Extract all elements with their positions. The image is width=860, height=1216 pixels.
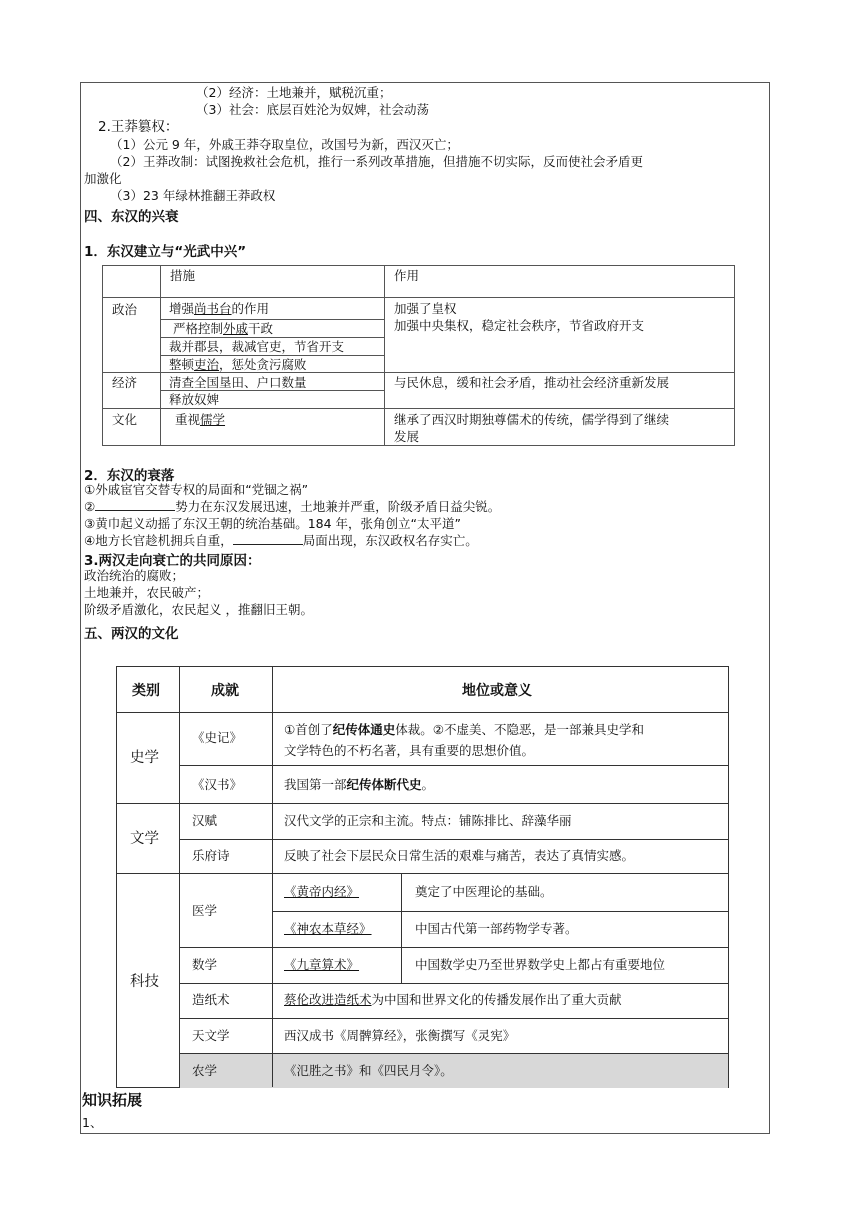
politics-measure-2: 严格控制外戚干政 (173, 321, 274, 336)
common-cause-1: 政治统治的腐败； (84, 568, 185, 583)
shiji-desc-1: ①首创了纪传体通史体裁。②不虚美、不隐恶，是一部兼具史学和 (284, 722, 644, 737)
wangmang-item3: （3）23 年绿林推翻王莽政权 (110, 188, 276, 203)
answer-blank-1[interactable] (95, 498, 175, 511)
economy-label: 经济 (112, 375, 138, 390)
wangmang-title: 2.王莽篡权： (98, 119, 179, 135)
agriculture-desc: 《氾胜之书》和《四民月令》。 (284, 1063, 453, 1078)
section5-title: 五、两汉的文化 (84, 626, 179, 642)
politics-measure-3: 裁并郡县，裁减官吏，节省开支 (169, 339, 345, 354)
eastern-han-measures-table (102, 265, 735, 446)
papermaking-label: 造纸术 (192, 992, 230, 1007)
header-achievement: 成就 (211, 682, 239, 698)
agriculture-label: 农学 (192, 1063, 218, 1078)
astronomy-label: 天文学 (192, 1028, 230, 1043)
politics-effect-2: 加强中央集权，稳定社会秩序，节省政府开支 (394, 318, 645, 333)
science-label: 科技 (130, 974, 159, 990)
politics-label: 政治 (112, 302, 138, 317)
yuefu-desc: 反映了社会下层民众日常生活的艰难与痛苦，表达了真情实感。 (284, 848, 635, 863)
culture-label: 文化 (112, 412, 138, 427)
decline-item2: ② 势力在东汉发展迅速，土地兼并严重，阶级矛盾日益尖锐。 (84, 499, 501, 514)
politics-measure-1: 增强尚书台的作用 (169, 301, 270, 316)
common-cause-3: 阶级矛盾激化，农民起义 ，推翻旧王朝。 (84, 602, 313, 617)
economy-measure-1: 清查全国垦田、户口数量 (169, 375, 307, 390)
huangdi-neijing: 《黄帝内经》 (284, 884, 360, 899)
hanfu-title: 汉赋 (192, 813, 218, 828)
shiji-desc-2: 文学特色的不朽名著，具有重要的思想价值。 (284, 743, 535, 758)
astronomy-desc: 西汉成书《周髀算经》，张衡撰写《灵宪》 (284, 1028, 516, 1043)
shennong-bencao: 《神农本草经》 (284, 921, 372, 936)
han-culture-table (116, 666, 729, 1088)
economy-effect: 与民休息，缓和社会矛盾，推动社会经济重新发展 (394, 375, 670, 390)
section4-sub1: 1．东汉建立与“光武中兴” (84, 244, 247, 260)
literature-label: 文学 (130, 831, 159, 847)
agriculture-row-shade (180, 1053, 728, 1088)
section4-title: 四、东汉的兴衰 (84, 209, 179, 225)
society-line: （3）社会：底层百姓沦为奴婢，社会动荡 (196, 102, 429, 117)
extension-title: 知识拓展 (82, 1091, 143, 1109)
decline-item4: ④地方长官趁机拥兵自重， 局面出现，东汉政权名存实亡。 (84, 533, 478, 548)
header-effect: 作用 (394, 268, 420, 283)
decline-item1: ①外戚宦官交替专权的局面和“党锢之祸” (84, 482, 309, 497)
math-label: 数学 (192, 957, 218, 972)
jiuzhang-desc: 中国数学史乃至世界数学史上都占有重要地位 (415, 957, 666, 972)
wangmang-item2: （2）王莽改制：试图挽救社会危机，推行一系列改革措施，但措施不切实际，反而使社会矛盾更 (110, 154, 643, 169)
hanshu-desc: 我国第一部纪传体断代史。 (284, 777, 435, 792)
header-category: 类别 (132, 682, 160, 698)
huangdi-desc: 奠定了中医理论的基础。 (415, 884, 553, 899)
jiuzhang-suanshu: 《九章算术》 (284, 957, 360, 972)
header-measures: 措施 (170, 268, 196, 283)
decline-title: 2．东汉的衰落 (84, 468, 175, 484)
culture-measure: 重视儒学 (175, 412, 226, 427)
header-significance: 地位或意义 (462, 682, 532, 698)
common-causes-title: 3.两汉走向衰亡的共同原因： (84, 553, 261, 569)
decline-item3: ③黄巾起义动摇了东汉王朝的统治基础。184 年，张角创立“太平道” (84, 516, 461, 531)
extension-item-1: 1、 (82, 1115, 103, 1130)
wangmang-item2-cont: 加激化 (84, 171, 122, 186)
wangmang-item1: （1）公元 9 年，外戚王莽夺取皇位，改国号为新，西汉灭亡； (110, 137, 459, 152)
history-label: 史学 (130, 750, 159, 766)
culture-effect-1: 继承了西汉时期独尊儒术的传统，儒学得到了继续 (394, 412, 670, 427)
papermaking-desc: 蔡伦改进造纸术为中国和世界文化的传播发展作出了重大贡献 (284, 992, 622, 1007)
politics-effect-1: 加强了皇权 (394, 301, 457, 316)
shiji-title: 《史记》 (192, 730, 243, 745)
politics-measure-4: 整顿吏治，惩处贪污腐败 (169, 357, 307, 372)
economy-measure-2: 释放奴婢 (169, 392, 220, 407)
yuefu-title: 乐府诗 (192, 848, 230, 863)
common-cause-2: 土地兼并，农民破产； (84, 585, 210, 600)
economy-line: （2）经济：土地兼并，赋税沉重； (196, 85, 392, 100)
answer-blank-2[interactable] (233, 532, 303, 545)
shennong-desc: 中国古代第一部药物学专著。 (415, 921, 578, 936)
hanshu-title: 《汉书》 (192, 777, 243, 792)
hanfu-desc: 汉代文学的正宗和主流。特点：铺陈排比、辞藻华丽 (284, 813, 572, 828)
medicine-label: 医学 (192, 903, 218, 918)
culture-effect-2: 发展 (394, 429, 420, 444)
